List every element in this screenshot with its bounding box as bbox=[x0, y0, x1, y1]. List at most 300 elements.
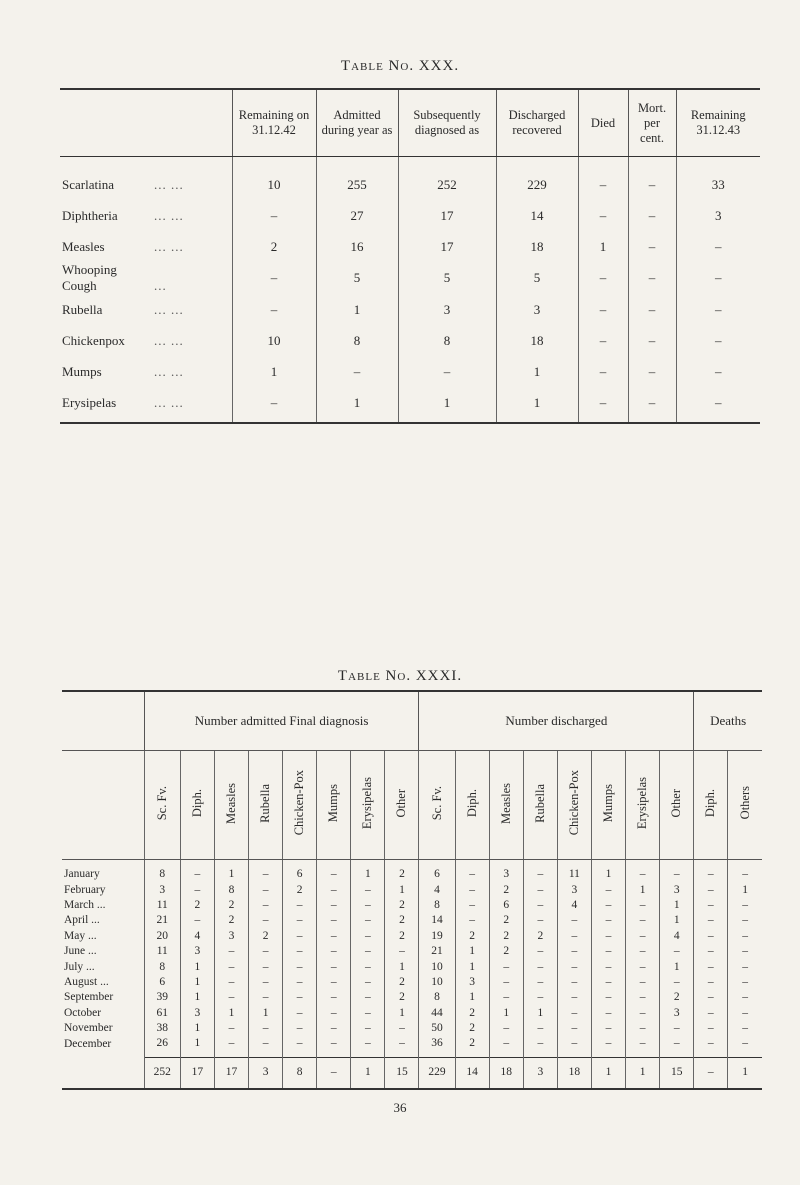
table-31-cell: – bbox=[317, 882, 351, 897]
table-30-cell: 3 bbox=[496, 294, 578, 325]
table-31-sub-header-cell bbox=[660, 751, 694, 860]
table-31-row bbox=[62, 944, 762, 959]
table-31-cell: – bbox=[351, 944, 385, 959]
table-30-cell: 14 bbox=[496, 200, 578, 231]
table-31-cell: – bbox=[694, 882, 728, 897]
table-30-header-cell bbox=[60, 89, 232, 157]
table-31-cell: – bbox=[626, 975, 660, 990]
table-31-cell: – bbox=[283, 1006, 317, 1021]
table-30-header-cell: Subsequently diagnosed as bbox=[398, 89, 496, 157]
table-30-cell: – bbox=[676, 294, 760, 325]
table-30-cell: 5 bbox=[398, 262, 496, 294]
table-30-row bbox=[60, 325, 760, 356]
table-31-cell: – bbox=[694, 944, 728, 959]
table-31-cell: – bbox=[626, 1036, 660, 1057]
table-31-cell: 3 bbox=[144, 882, 180, 897]
table-31-total-cell: 15 bbox=[660, 1057, 694, 1089]
table-31-sub-header-cell bbox=[728, 751, 762, 860]
table-30-row bbox=[60, 356, 760, 387]
month-label: August ... bbox=[64, 975, 109, 988]
table-30-cell: 5 bbox=[496, 262, 578, 294]
table-31-cell: – bbox=[523, 860, 557, 883]
table-31-cell: 10 bbox=[419, 959, 455, 974]
table-31-cell: – bbox=[523, 913, 557, 928]
disease-label: Mumps bbox=[62, 363, 102, 379]
table-30-title: Table No. XXX. bbox=[340, 58, 460, 74]
table-31-cell: 1 bbox=[249, 1006, 283, 1021]
table-30-cell: – bbox=[578, 200, 628, 231]
sub-header-label: Diph. bbox=[189, 788, 204, 818]
table-31-cell: – bbox=[557, 1021, 591, 1036]
table-31-total-cell: 15 bbox=[385, 1057, 419, 1089]
table-31-cell: 1 bbox=[626, 882, 660, 897]
table-30-cell: 2 bbox=[232, 231, 316, 262]
table-31-cell: 1 bbox=[180, 990, 214, 1005]
table-31-total-cell: 17 bbox=[214, 1057, 248, 1089]
sub-header-label: Others bbox=[737, 786, 752, 820]
table-31-cell: – bbox=[694, 959, 728, 974]
leader-dots: ... ... bbox=[154, 394, 184, 410]
table-31-cell: 1 bbox=[385, 882, 419, 897]
table-31-cell: – bbox=[214, 959, 248, 974]
table-31-total-cell: 3 bbox=[249, 1057, 283, 1089]
table-30-cell: 1 bbox=[316, 387, 398, 423]
table-31-cell: – bbox=[557, 929, 591, 944]
table-31-row bbox=[62, 1021, 762, 1036]
disease-label: Whooping Cough bbox=[62, 262, 117, 293]
table-31-cell: – bbox=[283, 1036, 317, 1057]
table-31-cell: – bbox=[728, 898, 762, 913]
table-30-cell: 8 bbox=[316, 325, 398, 356]
table-31-row bbox=[62, 959, 762, 974]
table-31-cell: – bbox=[351, 929, 385, 944]
table-31-cell: – bbox=[626, 898, 660, 913]
table-31-cell: – bbox=[591, 1036, 625, 1057]
table-31-cell: 6 bbox=[419, 860, 455, 883]
table-31-cell: – bbox=[557, 959, 591, 974]
table-31-cell: – bbox=[626, 913, 660, 928]
table-31-cell: – bbox=[694, 913, 728, 928]
table-31-row bbox=[62, 1036, 762, 1057]
table-31-sub-header-cell bbox=[626, 751, 660, 860]
table-31-cell: 4 bbox=[180, 929, 214, 944]
table-31-cell: – bbox=[626, 929, 660, 944]
table-31-sub-header-cell bbox=[523, 751, 557, 860]
table-30-cell: 1 bbox=[578, 231, 628, 262]
table-30-cell: 17 bbox=[398, 231, 496, 262]
table-31-cell: – bbox=[351, 1021, 385, 1036]
table-31-cell: – bbox=[694, 990, 728, 1005]
sub-header-label: Erysipelas bbox=[635, 776, 650, 830]
table-31-cell: 20 bbox=[144, 929, 180, 944]
table-31-cell: – bbox=[351, 913, 385, 928]
table-31-cell: 3 bbox=[180, 1006, 214, 1021]
table-31-cell: 2 bbox=[180, 898, 214, 913]
table-31-total-cell: 1 bbox=[591, 1057, 625, 1089]
table-31-cell: – bbox=[351, 882, 385, 897]
table-30-cell: – bbox=[628, 157, 676, 201]
table-31-cell: 2 bbox=[455, 1021, 489, 1036]
table-30-cell: – bbox=[628, 200, 676, 231]
table-30-cell: – bbox=[676, 356, 760, 387]
table-31-cell: – bbox=[317, 898, 351, 913]
table-31-cell: 1 bbox=[728, 882, 762, 897]
leader-dots: ... ... bbox=[154, 207, 184, 223]
table-31-cell: 1 bbox=[351, 860, 385, 883]
table-31-cell: – bbox=[385, 1036, 419, 1057]
table-31-cell: – bbox=[660, 944, 694, 959]
table-30-row bbox=[60, 231, 760, 262]
leader-dots: ... ... bbox=[154, 238, 184, 254]
disease-label-cell bbox=[60, 262, 232, 294]
table-31-cell: 2 bbox=[523, 929, 557, 944]
disease-label-cell bbox=[60, 356, 232, 387]
table-30-cell: – bbox=[676, 231, 760, 262]
table-30-cell: 10 bbox=[232, 157, 316, 201]
table-31-sub-header-cell bbox=[591, 751, 625, 860]
table-31-total-cell: – bbox=[694, 1057, 728, 1089]
table-31-cell: – bbox=[317, 860, 351, 883]
month-label: May ... bbox=[64, 929, 97, 942]
discharged-group-header: Number discharged bbox=[419, 691, 694, 751]
table-30-cell: – bbox=[628, 387, 676, 423]
table-31-cell: 1 bbox=[455, 944, 489, 959]
table-31-total-cell: 18 bbox=[489, 1057, 523, 1089]
table-31-cell: 2 bbox=[385, 860, 419, 883]
table-31-cell: – bbox=[283, 913, 317, 928]
table-31-cell: 21 bbox=[419, 944, 455, 959]
sub-header-label: Rubella bbox=[258, 783, 273, 823]
table-31-cell: – bbox=[317, 990, 351, 1005]
table-31-cell: – bbox=[557, 975, 591, 990]
table-30-row bbox=[60, 200, 760, 231]
table-31-total-cell: 18 bbox=[557, 1057, 591, 1089]
table-31-cell: 44 bbox=[419, 1006, 455, 1021]
table-30-cell: – bbox=[232, 387, 316, 423]
table-31-cell: – bbox=[317, 1036, 351, 1057]
table-31-cell: – bbox=[523, 959, 557, 974]
table-31-cell: 3 bbox=[180, 944, 214, 959]
table-31-row bbox=[62, 913, 762, 928]
table-31-sub-header-cell bbox=[144, 751, 180, 860]
table-31-cell: 14 bbox=[419, 913, 455, 928]
table-31-cell: 6 bbox=[489, 898, 523, 913]
table-31-sub-header-cell bbox=[694, 751, 728, 860]
table-31-cell: 2 bbox=[455, 929, 489, 944]
table-31-cell: – bbox=[626, 860, 660, 883]
table-31-cell: 11 bbox=[557, 860, 591, 883]
table-30-header-cell: Discharged recovered bbox=[496, 89, 578, 157]
table-31-cell: – bbox=[249, 975, 283, 990]
table-30-cell: – bbox=[628, 356, 676, 387]
table-30-cell: – bbox=[628, 262, 676, 294]
table-31-cell: 1 bbox=[180, 959, 214, 974]
table-31-cell: 11 bbox=[144, 944, 180, 959]
table-31-cell: – bbox=[660, 1036, 694, 1057]
table-31-cell: – bbox=[317, 959, 351, 974]
table-31-row bbox=[62, 882, 762, 897]
table-31-cell: – bbox=[180, 882, 214, 897]
table-31-cell: – bbox=[455, 913, 489, 928]
table-30-cell: – bbox=[578, 262, 628, 294]
table-30-cell: 18 bbox=[496, 231, 578, 262]
table-31-cell: – bbox=[385, 944, 419, 959]
table-31-cell: – bbox=[626, 1021, 660, 1036]
table-31-cell: – bbox=[591, 975, 625, 990]
table-31-cell: – bbox=[317, 975, 351, 990]
month-label: September bbox=[64, 991, 114, 1004]
table-31-cell: – bbox=[214, 944, 248, 959]
table-31-title: Table No. XXXI. bbox=[337, 668, 463, 684]
table-31-cell: 2 bbox=[489, 882, 523, 897]
sub-header-label: Erysipelas bbox=[360, 776, 375, 830]
table-31-cell: 8 bbox=[144, 860, 180, 883]
table-31-cell: – bbox=[214, 1021, 248, 1036]
sub-header-label: Chicken-Pox bbox=[566, 770, 581, 836]
table-31-sub-header-cell bbox=[317, 751, 351, 860]
table-31-cell: – bbox=[351, 1006, 385, 1021]
disease-label-cell bbox=[60, 325, 232, 356]
table-31-cell: 1 bbox=[214, 1006, 248, 1021]
table-31-cell: – bbox=[214, 990, 248, 1005]
table-31-cell: 1 bbox=[489, 1006, 523, 1021]
table-30-cell: – bbox=[316, 356, 398, 387]
table-31-cell: 1 bbox=[591, 860, 625, 883]
table-30-header-cell: Died bbox=[578, 89, 628, 157]
month-label: June ... bbox=[64, 945, 97, 958]
table-31-cell: – bbox=[523, 1036, 557, 1057]
table-31-cell: – bbox=[351, 1036, 385, 1057]
table-31-cell: – bbox=[728, 1021, 762, 1036]
table-31-cell: 2 bbox=[489, 929, 523, 944]
table-31-sub-header-cell bbox=[180, 751, 214, 860]
table-30-row bbox=[60, 262, 760, 294]
table-30-cell: – bbox=[578, 157, 628, 201]
table-31-row bbox=[62, 1006, 762, 1021]
table-31-cell: 6 bbox=[283, 860, 317, 883]
table-31-cell: 19 bbox=[419, 929, 455, 944]
table-31-cell: – bbox=[249, 959, 283, 974]
table-31-cell: 1 bbox=[385, 1006, 419, 1021]
table-31-row bbox=[62, 898, 762, 913]
table-31-cell: – bbox=[728, 990, 762, 1005]
table-31-cell: – bbox=[728, 959, 762, 974]
table-31-cell: – bbox=[591, 1021, 625, 1036]
table-31-cell: – bbox=[728, 1006, 762, 1021]
table-31-cell: 8 bbox=[419, 898, 455, 913]
table-31-cell: 3 bbox=[489, 860, 523, 883]
table-30-row bbox=[60, 387, 760, 423]
disease-label-cell bbox=[60, 157, 232, 201]
table-30-cell: 3 bbox=[676, 200, 760, 231]
table-30-header-cell: Admitted during year as bbox=[316, 89, 398, 157]
table-30-row bbox=[60, 294, 760, 325]
table-30-cell: – bbox=[232, 294, 316, 325]
table-31-cell: 2 bbox=[455, 1006, 489, 1021]
table-30-cell: 3 bbox=[398, 294, 496, 325]
table-31-cell: – bbox=[351, 990, 385, 1005]
table-31-cell: – bbox=[283, 898, 317, 913]
sub-header-label: Sc. Fv. bbox=[154, 785, 169, 821]
table-31-cell: 3 bbox=[214, 929, 248, 944]
table-31-cell: – bbox=[694, 1006, 728, 1021]
sub-header-label: Sc. Fv. bbox=[429, 785, 444, 821]
table-30-cell: – bbox=[398, 356, 496, 387]
table-30-cell: – bbox=[232, 200, 316, 231]
table-30-cell: 1 bbox=[496, 356, 578, 387]
table-31-cell: – bbox=[728, 860, 762, 883]
table-31-cell: 4 bbox=[660, 929, 694, 944]
table-31-sub-header-cell bbox=[455, 751, 489, 860]
disease-label: Measles bbox=[62, 238, 105, 254]
table-31-cell: 36 bbox=[419, 1036, 455, 1057]
table-31-sub-header-cell bbox=[385, 751, 419, 860]
table-30-cell: 1 bbox=[232, 356, 316, 387]
table-30-cell: 1 bbox=[316, 294, 398, 325]
admitted-group-header: Number admitted Final diagnosis bbox=[144, 691, 419, 751]
table-31-total-cell: 8 bbox=[283, 1057, 317, 1089]
table-31-cell: 3 bbox=[660, 1006, 694, 1021]
table-30-cell: 1 bbox=[496, 387, 578, 423]
table-31-cell: 10 bbox=[419, 975, 455, 990]
sub-header-label: Measles bbox=[223, 782, 238, 824]
table-31-cell: – bbox=[523, 882, 557, 897]
table-30-cell: 255 bbox=[316, 157, 398, 201]
table-31-cell: – bbox=[591, 898, 625, 913]
table-31-row bbox=[62, 975, 762, 990]
month-label: July ... bbox=[64, 960, 95, 973]
table-31-cell: – bbox=[249, 944, 283, 959]
table-31-cell: 8 bbox=[419, 990, 455, 1005]
table-31-total-cell: 3 bbox=[523, 1057, 557, 1089]
table-31-total-cell: 17 bbox=[180, 1057, 214, 1089]
table-31-cell: 8 bbox=[144, 959, 180, 974]
table-30-header-cell: Remaining on 31.12.42 bbox=[232, 89, 316, 157]
table-31-sub-header-cell bbox=[249, 751, 283, 860]
table-31-cell: – bbox=[214, 975, 248, 990]
table-31-total-cell: 252 bbox=[144, 1057, 180, 1089]
table-31-cell: – bbox=[351, 975, 385, 990]
table-31-cell: – bbox=[283, 990, 317, 1005]
table-31-corner-cell bbox=[62, 751, 144, 860]
totals-label-cell bbox=[62, 1057, 144, 1089]
table-30-header-cell: Remaining 31.12.43 bbox=[676, 89, 760, 157]
table-31-cell: – bbox=[249, 898, 283, 913]
disease-label: Diphtheria bbox=[62, 207, 118, 223]
table-31-cell: – bbox=[317, 1006, 351, 1021]
table-31-cell: – bbox=[694, 975, 728, 990]
table-31-cell: 2 bbox=[385, 898, 419, 913]
table-30-cell: 252 bbox=[398, 157, 496, 201]
table-31-cell: 11 bbox=[144, 898, 180, 913]
table-31-group-header-row bbox=[62, 691, 762, 751]
table-31-cell: – bbox=[523, 898, 557, 913]
table-31-cell: – bbox=[283, 929, 317, 944]
table-30-cell: – bbox=[578, 356, 628, 387]
table-31-cell: – bbox=[489, 1021, 523, 1036]
disease-label: Erysipelas bbox=[62, 394, 117, 410]
table-30-cell: 1 bbox=[398, 387, 496, 423]
table-31-cell: – bbox=[557, 1006, 591, 1021]
table-31-row bbox=[62, 860, 762, 883]
table-31-total-cell: 1 bbox=[728, 1057, 762, 1089]
table-31-total-cell: 14 bbox=[455, 1057, 489, 1089]
table-31-cell: 2 bbox=[385, 975, 419, 990]
table-31-cell: – bbox=[523, 975, 557, 990]
table-31-cell: 2 bbox=[489, 944, 523, 959]
table-31-cell: – bbox=[694, 898, 728, 913]
table-31-cell: 1 bbox=[455, 990, 489, 1005]
table-31-cell: 1 bbox=[180, 975, 214, 990]
table-30-cell: 10 bbox=[232, 325, 316, 356]
table-31-cell: – bbox=[591, 882, 625, 897]
table-31-cell: – bbox=[489, 959, 523, 974]
table-30-cell: 8 bbox=[398, 325, 496, 356]
table-31-cell: 50 bbox=[419, 1021, 455, 1036]
table-31-cell: – bbox=[489, 975, 523, 990]
table-30-cell: – bbox=[578, 325, 628, 356]
table-30-cell: 229 bbox=[496, 157, 578, 201]
table-31-totals-row bbox=[62, 1057, 762, 1089]
table-31-cell: – bbox=[455, 860, 489, 883]
table-31-cell: – bbox=[249, 860, 283, 883]
table-31-cell: – bbox=[660, 975, 694, 990]
table-31-cell: – bbox=[728, 929, 762, 944]
leader-dots: ... bbox=[154, 278, 167, 293]
table-31-cell: 3 bbox=[557, 882, 591, 897]
table-31-cell: – bbox=[591, 959, 625, 974]
month-label: January bbox=[64, 868, 100, 881]
table-30-header-cell: Mort. per cent. bbox=[628, 89, 676, 157]
disease-label-cell bbox=[60, 200, 232, 231]
table-30-header-row bbox=[60, 89, 760, 157]
table-30-cell: 16 bbox=[316, 231, 398, 262]
table-31-cell: 2 bbox=[283, 882, 317, 897]
table-31-row bbox=[62, 990, 762, 1005]
table-31-cell: – bbox=[317, 929, 351, 944]
table-31-sub-header-cell bbox=[419, 751, 455, 860]
page-number: 36 bbox=[393, 1100, 407, 1115]
table-31-cell: – bbox=[283, 959, 317, 974]
table-31-sub-header-cell bbox=[283, 751, 317, 860]
table-30-cell: – bbox=[578, 387, 628, 423]
table-31-total-cell: 229 bbox=[419, 1057, 455, 1089]
table-31-cell: – bbox=[249, 1036, 283, 1057]
table-31-cell: – bbox=[626, 944, 660, 959]
table-31-cell: 3 bbox=[455, 975, 489, 990]
table-31-cell: 39 bbox=[144, 990, 180, 1005]
table-31-total-cell: 1 bbox=[351, 1057, 385, 1089]
table-31-cell: 26 bbox=[144, 1036, 180, 1057]
table-31-cell: – bbox=[249, 990, 283, 1005]
table-31-cell: 1 bbox=[660, 898, 694, 913]
sub-header-label: Mumps bbox=[326, 783, 341, 823]
table-31-cell: – bbox=[557, 944, 591, 959]
table-31-cell: – bbox=[694, 1036, 728, 1057]
table-30-cell: – bbox=[676, 262, 760, 294]
table-31-cell: 2 bbox=[385, 913, 419, 928]
table-31-cell: 2 bbox=[214, 913, 248, 928]
table-31-cell: – bbox=[626, 959, 660, 974]
table-31-cell: – bbox=[626, 990, 660, 1005]
table-31-cell: – bbox=[214, 1036, 248, 1057]
table-31-cell: – bbox=[557, 990, 591, 1005]
disease-label: Scarlatina bbox=[62, 176, 114, 192]
table-31-cell: – bbox=[317, 1021, 351, 1036]
table-31-cell: 21 bbox=[144, 913, 180, 928]
table-31-cell: – bbox=[728, 913, 762, 928]
table-31-cell: – bbox=[317, 913, 351, 928]
